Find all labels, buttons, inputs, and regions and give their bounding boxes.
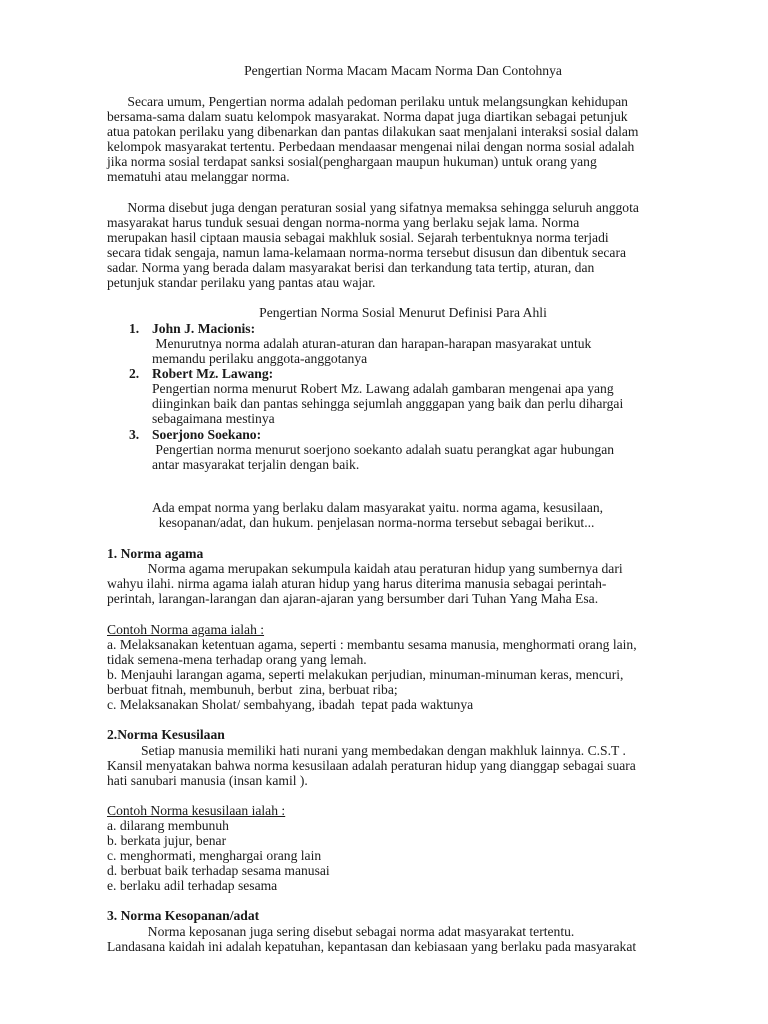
definisi-heading: Pengertian Norma Sosial Menurut Definisi Para Ahli xyxy=(259,305,547,320)
intro2-line: petunjuk standar perilaku yang pantas atau wajar. xyxy=(107,275,376,290)
empat-line: Ada empat norma yang berlaku dalam masyarakat yaitu. norma agama, kesusilaan, xyxy=(152,500,604,515)
definisi-line: Pengertian norma menurut Robert Mz. Lawang adalah gambaran mengenai apa yang xyxy=(152,381,614,396)
agama-line: perintah, larangan-larangan dan ajaran-ajaran yang bersumber dari Tuhan Yang Maha Esa. xyxy=(107,591,599,606)
definisi-name: Robert Mz. Lawang: xyxy=(152,366,274,381)
definisi-line: memandu perilaku anggota-anggotanya xyxy=(152,351,368,366)
intro2-line: sadar. Norma yang berada dalam masyarakat berisi dan terkandung tata tertip, aturan, dan xyxy=(107,260,595,275)
agama-contoh-line: berbuat fitnah, membunuh, berbut zina, berbuat riba; xyxy=(107,682,398,697)
kesopanan-heading: 3. Norma Kesopanan/adat xyxy=(107,908,260,923)
agama-contoh-line: c. Melaksanakan Sholat/ sembahyang, ibadah tepat pada waktunya xyxy=(107,697,474,712)
intro1-line: mematuhi atau melanggar norma. xyxy=(107,169,290,184)
definisi-line: Pengertian norma menurut soerjono soekanto adalah suatu perangkat agar hubungan xyxy=(152,442,615,457)
kesusilaan-contoh-line: b. berkata jujur, benar xyxy=(107,833,227,848)
intro2-line: masyarakat harus tunduk sesuai dengan norma-norma yang berlaku sejak lama. Norma xyxy=(107,215,580,230)
definisi-line: antar masyarakat terjalin dengan baik. xyxy=(152,457,360,472)
kesusilaan-contoh-line: d. berbuat baik terhadap sesama manusai xyxy=(107,863,330,878)
kesopanan-line: Norma keposanan juga sering disebut sebagai norma adat masyarakat tertentu. xyxy=(107,924,575,939)
kesusilaan-heading: 2.Norma Kesusilaan xyxy=(107,727,225,742)
agama-line: Norma agama merupakan sekumpula kaidah atau peraturan hidup yang sumbernya dari xyxy=(107,561,623,576)
agama-contoh-heading: Contoh Norma agama ialah : xyxy=(107,622,265,637)
definisi-line: diinginkan baik dan pantas sehingga sejumlah angggapan yang baik dan perlu dihargai xyxy=(152,396,624,411)
agama-heading: 1. Norma agama xyxy=(107,546,204,561)
kesusilaan-contoh-line: e. berlaku adil terhadap sesama xyxy=(107,878,278,893)
agama-line: wahyu ilahi. nirma agama ialah aturan hidup yang harus diterima manusia sebagai perintah- xyxy=(107,576,607,591)
kesusilaan-line: Setiap manusia memiliki hati nurani yang membedakan dengan makhluk lainnya. C.S.T . xyxy=(107,743,626,758)
list-number: 2. xyxy=(129,366,140,381)
intro2-line: merupakan hasil ciptaan mausia sebagai makhluk sosial. Sejarah terbentuknya norma terjadi xyxy=(107,230,609,245)
kesusilaan-line: Kansil menyatakan bahwa norma kesusilaan adalah peraturan hidup yang dianggap sebagai suara xyxy=(107,758,636,773)
list-number: 1. xyxy=(129,321,140,336)
intro1-line: jika norma sosial terdapat sanksi sosial(penghargaan maupun hukuman) untuk orang yang xyxy=(107,154,597,169)
intro1-line: kelompok masyarakat tertentu. Perbedaan mendaasar mengenai nilai dengan norma sosial adalah xyxy=(107,139,635,154)
kesusilaan-contoh-line: c. menghormati, menghargai orang lain xyxy=(107,848,322,863)
definisi-line: Menurutnya norma adalah aturan-aturan dan harapan-harapan masyarakat untuk xyxy=(152,336,592,351)
definisi-name: John J. Macionis: xyxy=(152,321,256,336)
list-number: 3. xyxy=(129,427,140,442)
kesusilaan-contoh-line: a. dilarang membunuh xyxy=(107,818,229,833)
intro1-line: Secara umum, Pengertian norma adalah pedoman perilaku untuk melangsungkan kehidupan xyxy=(107,94,628,109)
kesopanan-line: Landasana kaidah ini adalah kepatuhan, kepantasan dan kebiasaan yang berlaku pada masyarakat xyxy=(107,939,637,954)
agama-contoh-line: b. Menjauhi larangan agama, seperti melakukan perjudian, minuman-minuman keras, mencuri, xyxy=(107,667,624,682)
definisi-line: sebagaimana mestinya xyxy=(152,411,275,426)
intro1-line: atua patokan perilaku yang dibenarkan dan pantas dilakukan saat menjalani interaksi sosial dalam xyxy=(107,124,639,139)
kesusilaan-contoh-heading: Contoh Norma kesusilaan ialah : xyxy=(107,803,286,818)
intro2-line: Norma disebut juga dengan peraturan sosial yang sifatnya memaksa sehingga seluruh anggota xyxy=(107,200,639,215)
intro1-line: bersama-sama dalam suatu kelompok masyarakat. Norma dapat juga diartikan sebagai petunjuk xyxy=(107,109,628,124)
agama-contoh-line: tidak semena-mena terhadap orang yang lemah. xyxy=(107,652,367,667)
empat-line: kesopanan/adat, dan hukum. penjelasan norma-norma tersebut sebagai berikut... xyxy=(152,515,595,530)
definisi-name: Soerjono Soekano: xyxy=(152,427,262,442)
agama-contoh-line: a. Melaksanakan ketentuan agama, seperti : membantu sesama manusia, menghormati orang lain, xyxy=(107,637,637,652)
kesusilaan-line: hati sanubari manusia (insan kamil ). xyxy=(107,773,308,788)
document-title: Pengertian Norma Macam Macam Norma Dan Contohnya xyxy=(244,63,562,78)
intro2-line: secara tidak sengaja, namun lama-kelamaan norma-norma tersebut disusun dan dibentuk secara xyxy=(107,245,627,260)
